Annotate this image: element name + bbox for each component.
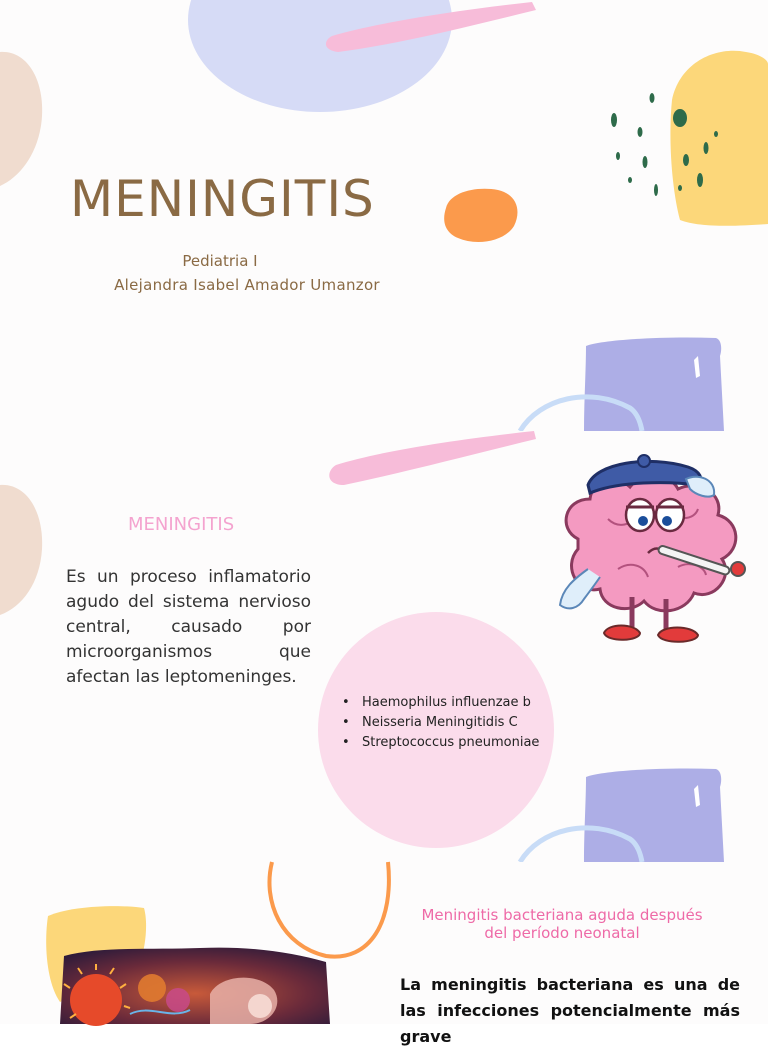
lavender-block (584, 337, 724, 431)
section-heading: MENINGITIS (128, 514, 235, 535)
author-name: Alejandra Isabel Amador Umanzor (114, 276, 380, 294)
definition-slide (0, 431, 768, 862)
pink-brush-stroke (329, 431, 536, 485)
sick-brain-illustration (548, 449, 758, 654)
beige-blob-left (0, 52, 42, 186)
pathogen-list (340, 693, 550, 753)
list-item: • Neisseria Meningitidis C (340, 713, 550, 733)
lavender-block (584, 768, 724, 862)
lavender-blob (188, 0, 452, 112)
beige-blob-left (0, 485, 42, 615)
intro-text: La meningitis bacteriana es una de las infecciones potencialmente más grave (400, 975, 740, 1046)
orange-ring (269, 862, 388, 957)
list-item: • Streptococcus pneumoniae (340, 733, 550, 753)
page-title: MENINGITIS (70, 170, 375, 228)
definition-text: Es un proceso inflamatorio agudo del sistema nervioso central, causado por microorganismos que afectan las leptomeninges. (66, 567, 311, 687)
bacteria-photo (60, 944, 330, 1024)
orange-blob (444, 189, 517, 242)
yellow-blob (670, 51, 768, 226)
bacterial-meningitis-slide (0, 862, 768, 1046)
list-item: • Haemophilus influenzae b (340, 693, 550, 713)
subtitle-course: Pediatria I (182, 252, 258, 270)
title-slide (0, 0, 768, 431)
section-heading: Meningitis bacteriana aguda después del período neonatal (421, 906, 703, 942)
